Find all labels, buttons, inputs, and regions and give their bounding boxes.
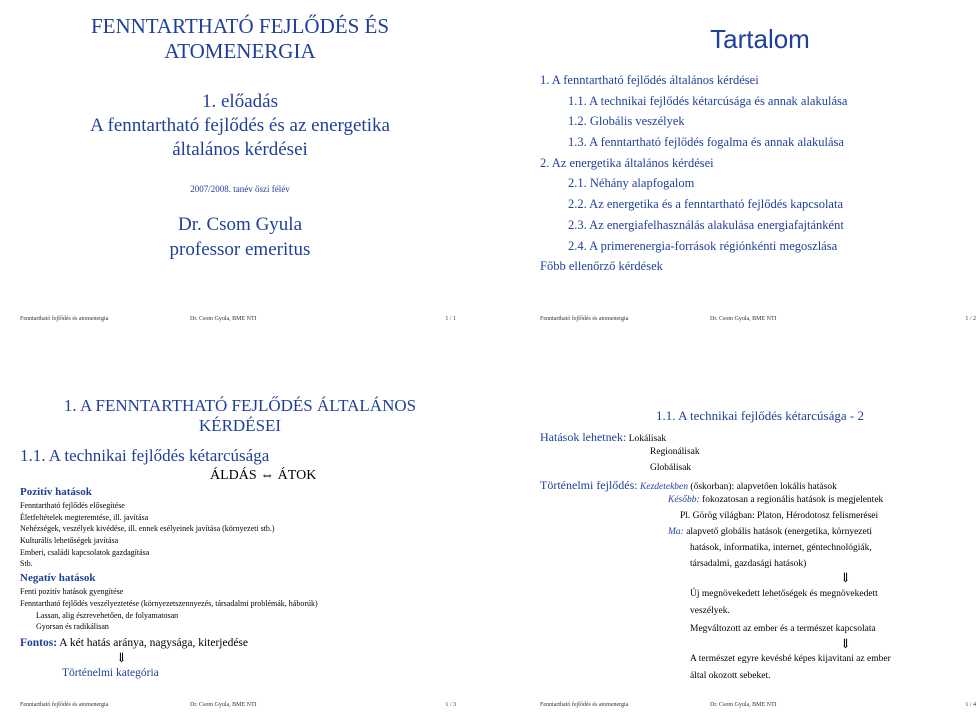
new-opportunities-2: veszélyek.: [690, 606, 730, 616]
toc-item: 2.4. A primerenergia-források régiónkénti megoszlása: [568, 238, 838, 253]
history-early-text: (őskorban): alapvetően lokális hatások: [688, 482, 837, 492]
list-item: Kulturális lehetőségek javítása: [20, 536, 119, 546]
effects-regional: Regionálisak: [650, 447, 700, 457]
negative-effects-title: Negatív hatások: [20, 572, 96, 585]
list-item: Fenti pozitív hatások gyengítése: [20, 587, 124, 597]
footer-page: 1 / 4: [965, 702, 976, 708]
footer-course: Fenntartható fejlődés és atomenergia: [20, 702, 109, 708]
important-text: A két hatás aránya, nagysága, kiterjedése: [57, 636, 249, 649]
slide-footer: [20, 316, 460, 328]
footer-page: 1 / 1: [445, 316, 456, 322]
slide-title: 1.1. A technikai fejlődés kétarcúsága - 2: [656, 408, 864, 423]
positive-effects-list: [20, 500, 460, 570]
list-item: Emberi, családi kapcsolatok gazdagítása: [20, 547, 150, 557]
slide-title: Tartalom: [710, 24, 810, 54]
toc-item: 1.2. Globális veszélyek: [568, 114, 685, 129]
list-item: Nehézségek, veszélyek kivédése, ill. ennek esélyeinek javítása (környezeti stb.): [20, 524, 275, 534]
table-of-contents: [540, 70, 980, 277]
history-early-label: Kezdetekben: [640, 482, 689, 492]
slide-4: [540, 360, 980, 714]
slide-2: [540, 0, 980, 330]
slide-body: [20, 484, 460, 681]
positive-effects-title: Pozitív hatások: [20, 486, 92, 498]
slide-footer: [20, 702, 460, 714]
chapter-heading: [20, 396, 460, 436]
history-label: Történelmi fejlődés:: [540, 478, 638, 492]
changed-relationship: Megváltozott az ember és a természet kapcsolata: [690, 624, 876, 634]
footer-author: Dr. Csom Gyula, BME NTI: [710, 702, 777, 708]
today-label: Ma:: [668, 527, 684, 537]
subtitle-line-1: A fenntartható fejlődés és az energetika: [90, 115, 390, 136]
lecture-subtitle: [20, 90, 460, 162]
slide-1: [20, 0, 460, 330]
footer-page: 1 / 3: [445, 702, 456, 708]
lecture-number: 1. előadás: [202, 91, 278, 112]
historical-category: Történelmi kategória: [62, 666, 159, 679]
history-later: [668, 495, 883, 505]
author-name: Dr. Csom Gyula: [177, 214, 303, 235]
nature-text-1: A természet egyre kevésbé képes kijavítani az ember: [690, 654, 891, 664]
semester: 2007/2008. tanév őszi félév: [190, 184, 290, 194]
toc-item: 2.1. Néhány alapfogalom: [568, 176, 695, 191]
list-item: Stb.: [20, 559, 33, 569]
footer-course: Fenntartható fejlődés és atomenergia: [540, 702, 629, 708]
blessing-curse: ÁLDÁS ⇔ ÁTOK: [210, 468, 317, 483]
greek-example: Pl. Görög világban: Platon, Hérodotosz felismerései: [680, 511, 879, 521]
effects-local: Lokálisak: [628, 434, 667, 444]
today-text-2: hatások, informatika, internet, géntechnológiák,: [690, 543, 872, 553]
footer-course: Fenntartható fejlődés és atomenergia: [20, 316, 109, 322]
title-line-2: ATOMENERGIA: [164, 39, 316, 63]
toc-item: 1. A fenntartható fejlődés általános kérdései: [540, 73, 759, 87]
slide-footer: [540, 316, 980, 328]
history-later-label: Később:: [668, 495, 700, 505]
today-text-3: társadalmi, gazdasági hatások): [690, 559, 807, 569]
toc-item: 2.3. Az energiafelhasználás alakulása energiafajtánként: [568, 217, 844, 232]
negative-effects-list: [20, 586, 460, 633]
toc-item: 1.3. A fenntartható fejlődés fogalma és annak alakulása: [568, 135, 844, 150]
section-heading: 1.1. A technikai fejlődés kétarcúsága: [20, 446, 270, 465]
slide-footer: [540, 702, 980, 714]
list-item: Fenntartható fejlődés veszélyeztetése (környezetszennyezés, társadalmi problémák, háborúk): [20, 598, 318, 608]
toc-item: 2. Az energetika általános kérdései: [540, 155, 714, 170]
history-later-text: fokozatosan a regionális hatások is megjelentek: [699, 495, 884, 505]
effects-global: Globálisak: [650, 463, 692, 473]
important-label: Fontos:: [20, 636, 58, 649]
today-row: [668, 527, 872, 537]
list-item: Gyorsan és radikálisan: [36, 622, 109, 632]
list-item: Életfeltételek megteremtése, ill. javítása: [20, 512, 149, 522]
footer-course: Fenntartható fejlődés és atomenergia: [540, 316, 629, 322]
slide-title: [20, 14, 460, 64]
title-line-1: FENNTARTHATÓ FEJLŐDÉS ÉS: [90, 14, 390, 38]
subtitle-line-2: általános kérdései: [172, 139, 308, 160]
down-arrow-icon: ⇓: [840, 636, 851, 651]
effects-label: Hatások lehetnek:: [540, 430, 627, 444]
toc-item: Főbb ellenőrző kérdések: [540, 259, 663, 274]
list-item: Lassan, alig észrevehetően, de folyamatosan: [36, 610, 179, 620]
footer-author: Dr. Csom Gyula, BME NTI: [190, 702, 257, 708]
history-row: [540, 478, 837, 493]
effects-row: [540, 430, 666, 445]
heading-line-1: 1. A FENNTARTHATÓ FEJLŐDÉS ÁLTALÁNOS: [63, 396, 417, 415]
heading-line-2: KÉRDÉSEI: [198, 416, 282, 435]
author-block: [20, 212, 460, 262]
list-item: Fenntartható fejlődés elősegítése: [20, 501, 125, 510]
down-arrow-icon: ⇓: [840, 570, 851, 585]
toc-item: 2.2. Az energetika és a fenntartható fejlődés kapcsolata: [568, 197, 844, 212]
down-arrow-icon: ⇓: [116, 649, 127, 665]
today-text-1: alapvető globális hatások (energetika, környezeti: [683, 527, 873, 537]
footer-author: Dr. Csom Gyula, BME NTI: [710, 316, 777, 322]
important-note: [20, 635, 460, 651]
new-opportunities-1: Új megnövekedett lehetőségek és megnövekedett: [690, 589, 878, 599]
author-position: professor emeritus: [169, 239, 311, 260]
nature-text-2: által okozott sebeket.: [690, 671, 771, 681]
footer-author: Dr. Csom Gyula, BME NTI: [190, 316, 257, 322]
footer-page: 1 / 2: [965, 316, 976, 322]
slide-3: [20, 360, 460, 714]
toc-item: 1.1. A technikai fejlődés kétarcúsága és annak alakulása: [568, 93, 848, 108]
